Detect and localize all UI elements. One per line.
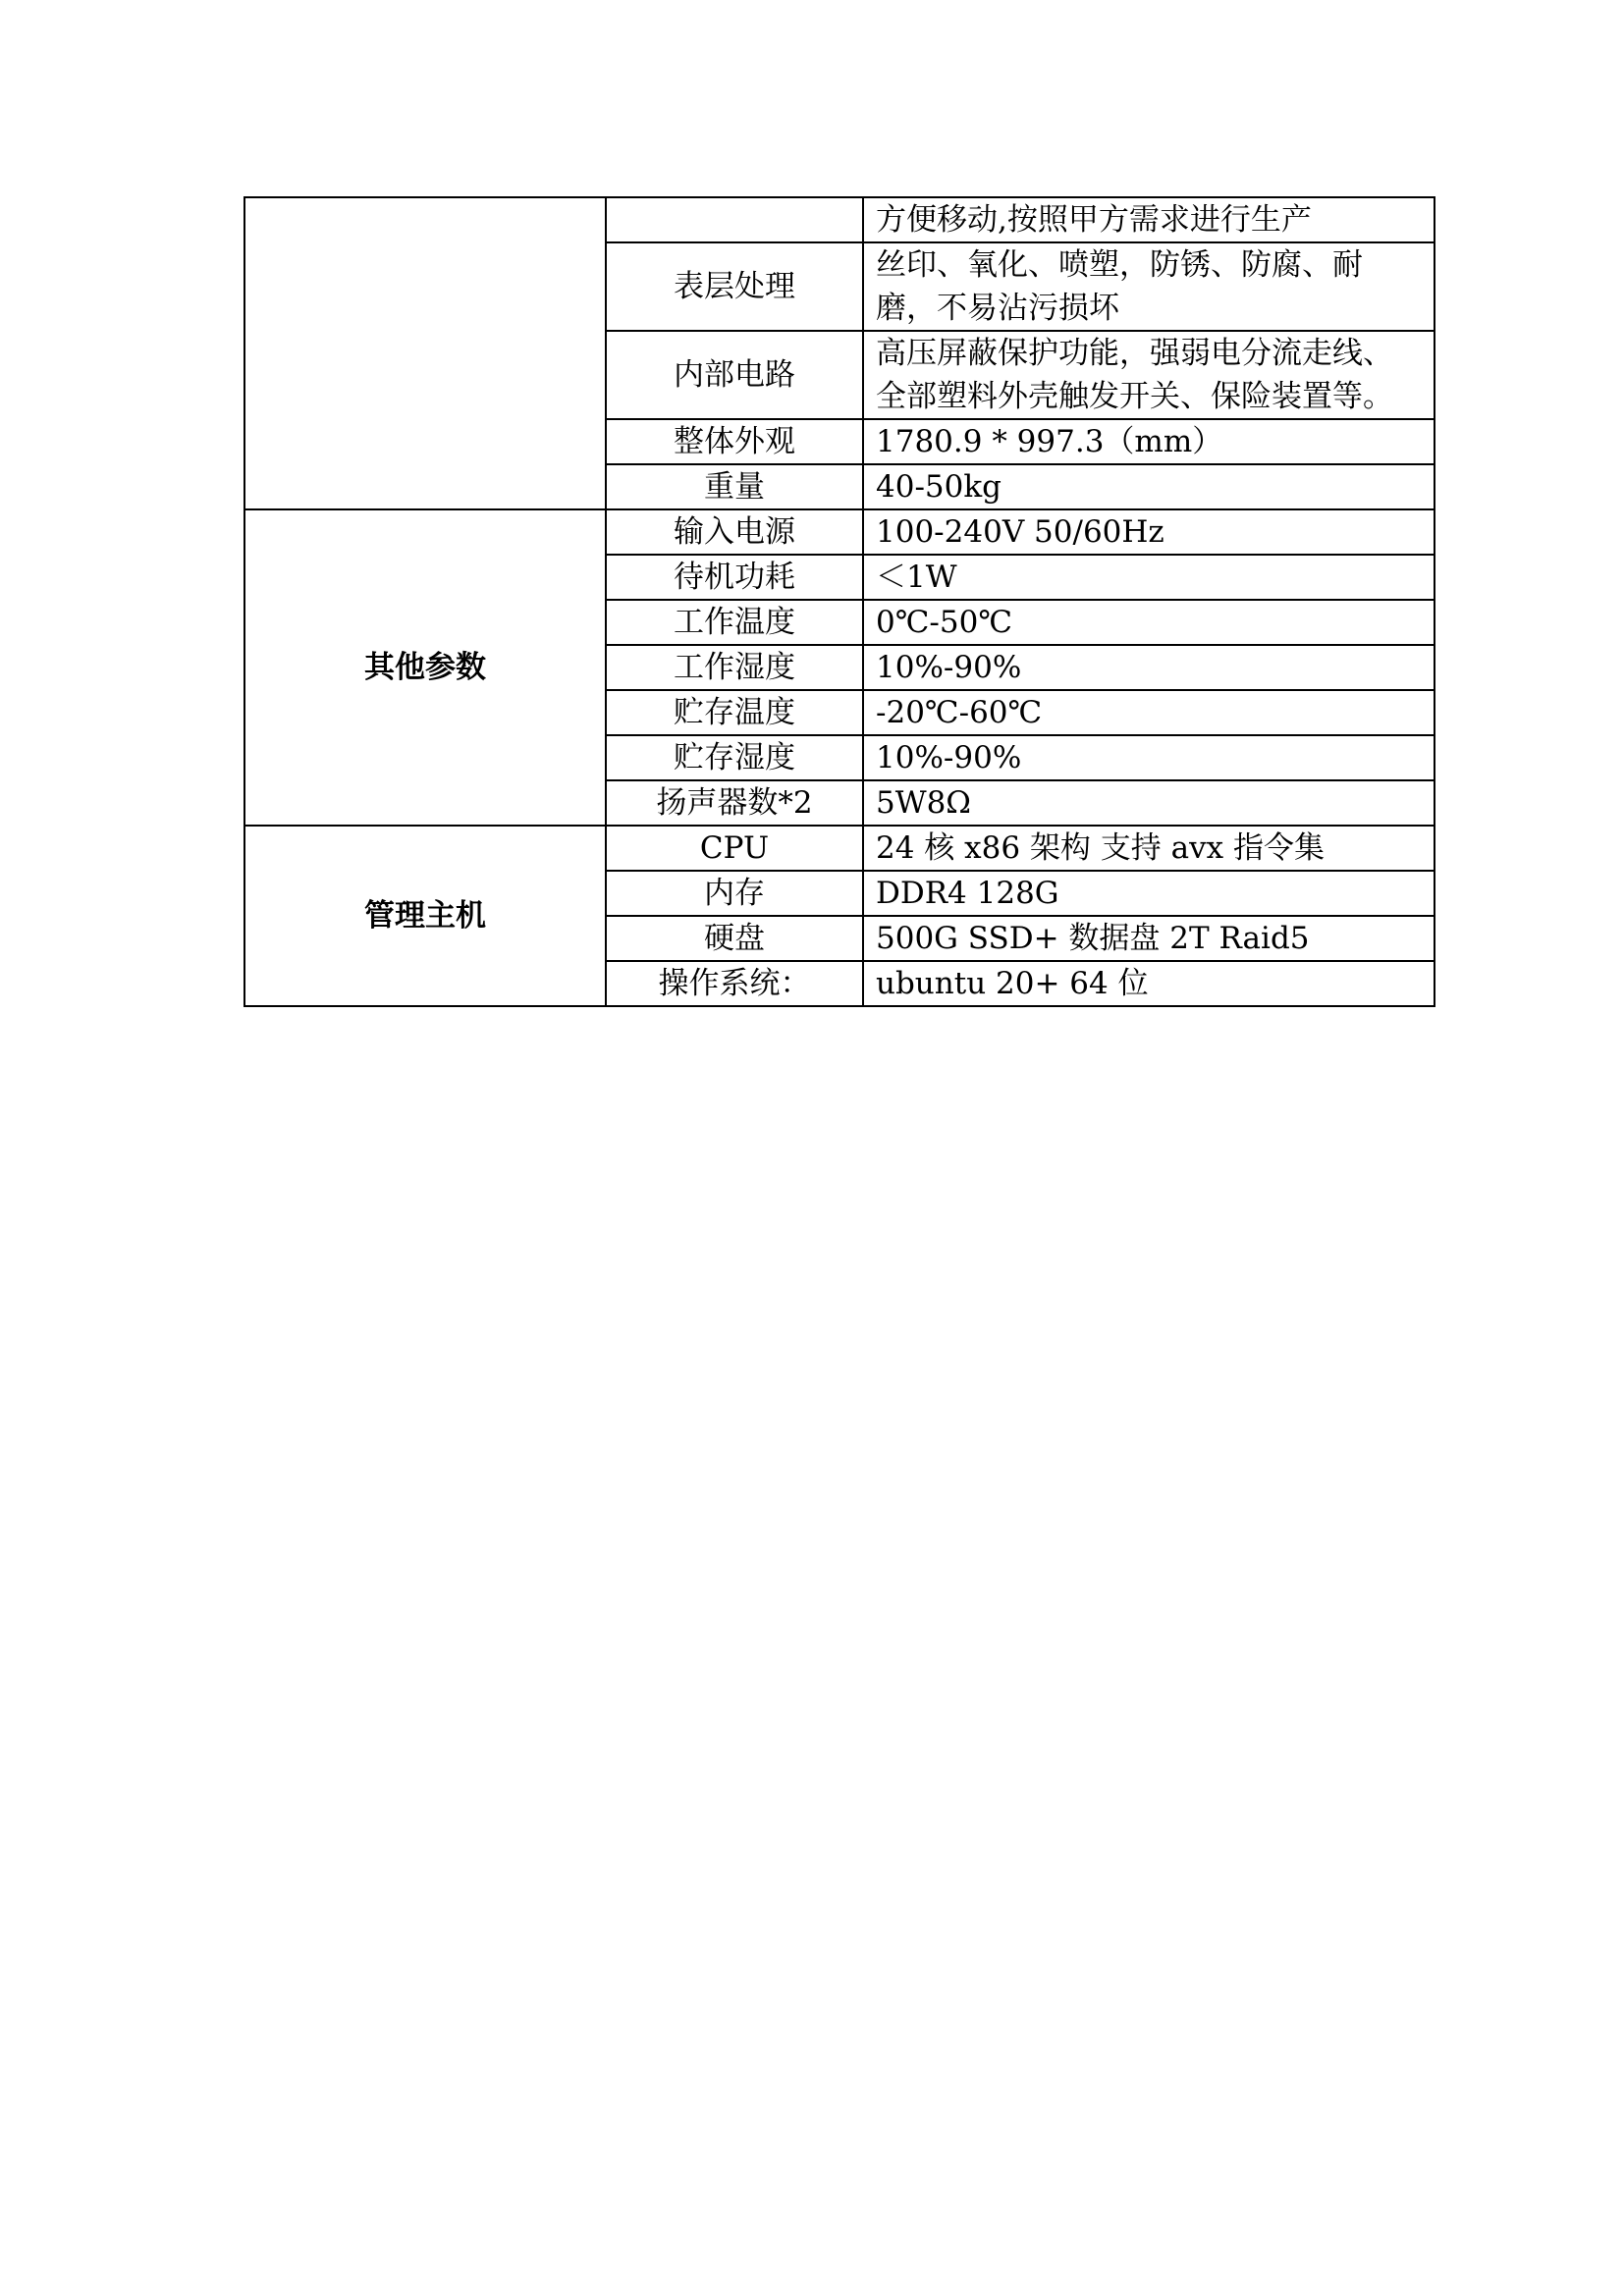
table-row — [244, 197, 1435, 242]
param-cell: 贮存湿度 — [606, 735, 863, 780]
value-cell: 0℃-50℃ — [863, 600, 1435, 645]
value-cell: -20℃-60℃ — [863, 690, 1435, 735]
param-cell: 内部电路 — [606, 331, 863, 419]
value-cell: 方便移动,按照甲方需求进行生产 — [863, 197, 1435, 242]
param-cell: 工作温度 — [606, 600, 863, 645]
param-cell: 内存 — [606, 871, 863, 916]
group-cell-continued — [244, 197, 606, 509]
value-cell: 100-240V 50/60Hz — [863, 509, 1435, 555]
value-cell: ＜1W — [863, 555, 1435, 600]
param-cell: 表层处理 — [606, 242, 863, 331]
group-cell-management-host: 管理主机 — [244, 826, 606, 1006]
param-cell: 操作系统： — [606, 961, 863, 1006]
value-cell: 1780.9 * 997.3（mm） — [863, 419, 1435, 464]
param-cell: 重量 — [606, 464, 863, 509]
value-cell: 24 核 x86 架构 支持 avx 指令集 — [863, 826, 1435, 871]
value-cell: DDR4 128G — [863, 871, 1435, 916]
value-cell: ubuntu 20+ 64 位 — [863, 961, 1435, 1006]
param-cell: 待机功耗 — [606, 555, 863, 600]
param-cell: 扬声器数*2 — [606, 780, 863, 826]
spec-table — [244, 196, 1435, 1007]
value-cell: 10%-90% — [863, 735, 1435, 780]
param-cell: 整体外观 — [606, 419, 863, 464]
value-cell: 500G SSD+ 数据盘 2T Raid5 — [863, 916, 1435, 961]
table-row — [244, 509, 1435, 555]
param-cell — [606, 197, 863, 242]
param-cell: 硬盘 — [606, 916, 863, 961]
value-cell: 高压屏蔽保护功能，强弱电分流走线、全部塑料外壳触发开关、保险装置等。 — [863, 331, 1435, 419]
param-cell: 工作湿度 — [606, 645, 863, 690]
value-cell: 10%-90% — [863, 645, 1435, 690]
param-cell: 输入电源 — [606, 509, 863, 555]
value-cell: 丝印、氧化、喷塑，防锈、防腐、耐磨，不易沾污损坏 — [863, 242, 1435, 331]
param-cell: CPU — [606, 826, 863, 871]
value-cell: 5W8Ω — [863, 780, 1435, 826]
param-cell: 贮存温度 — [606, 690, 863, 735]
group-cell-other-params: 其他参数 — [244, 509, 606, 826]
value-cell: 40-50kg — [863, 464, 1435, 509]
table-row — [244, 826, 1435, 871]
